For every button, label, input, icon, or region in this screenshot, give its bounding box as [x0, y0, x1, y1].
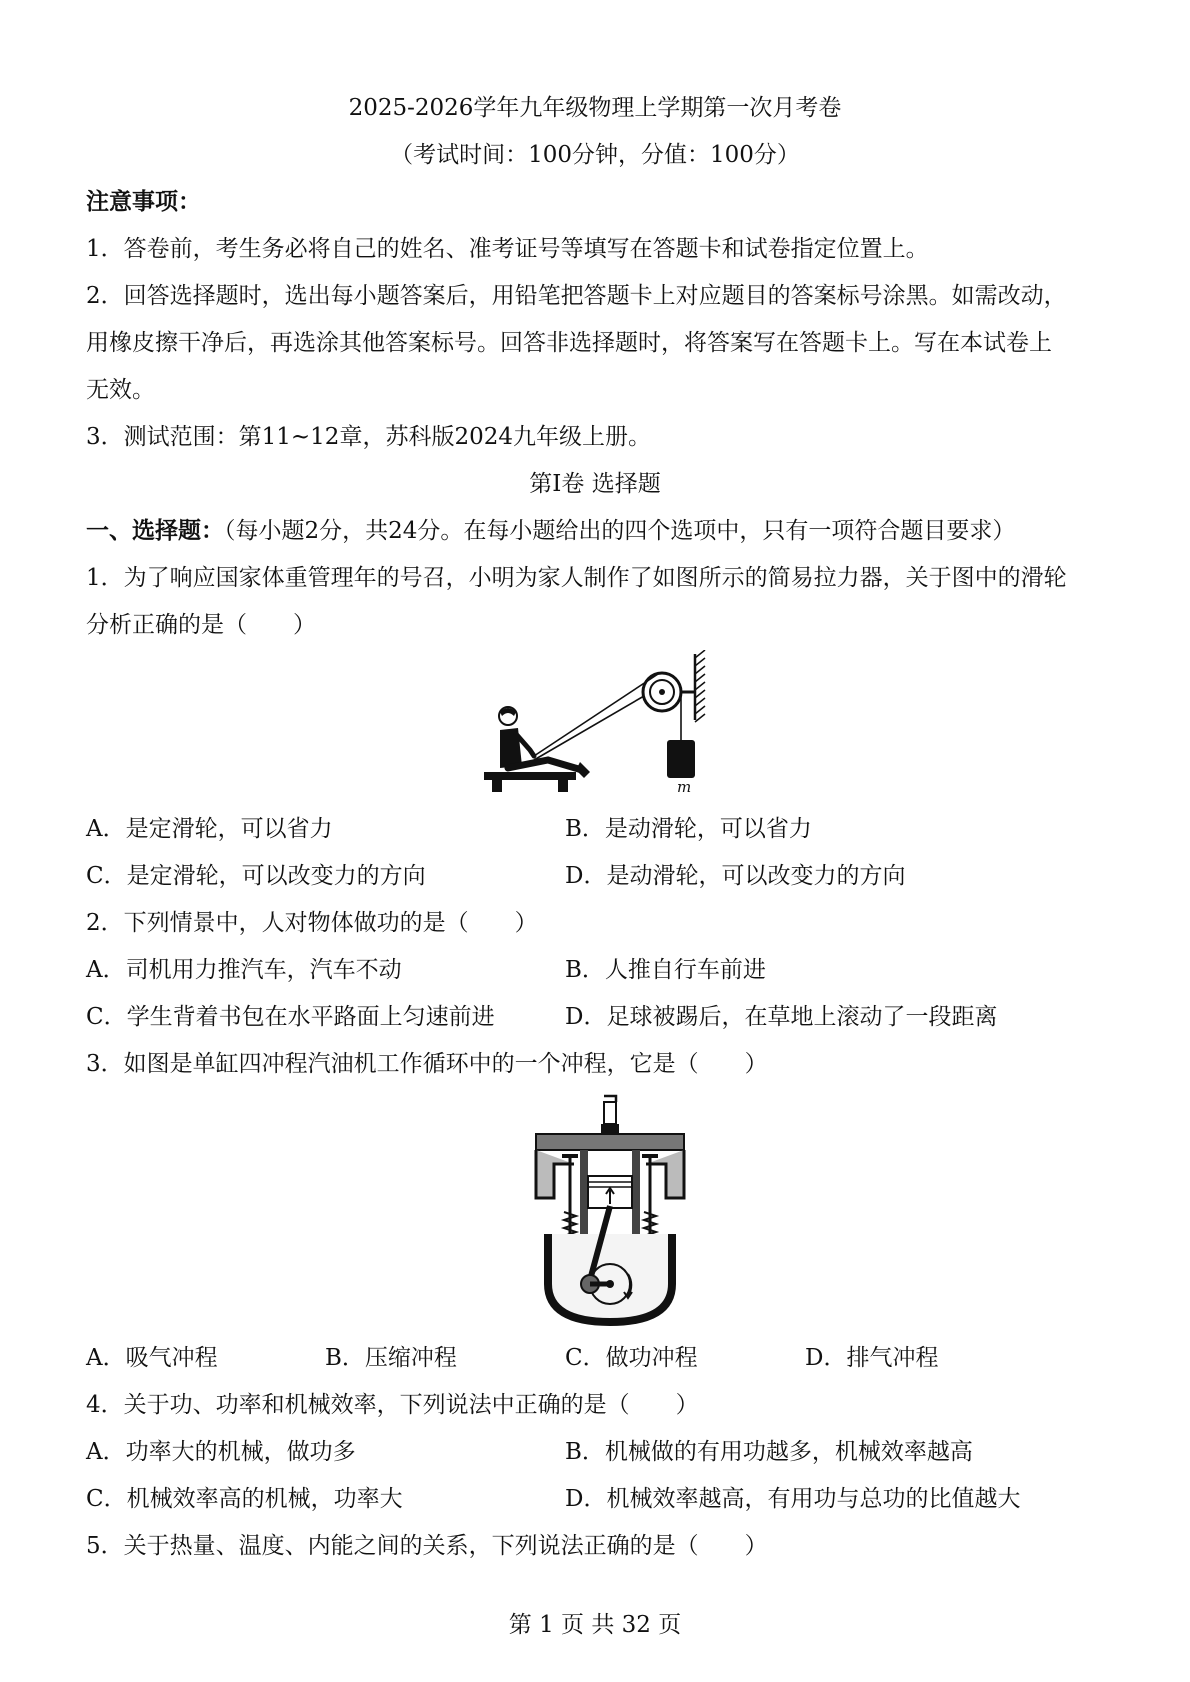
- rope-lower: [534, 696, 644, 760]
- q3-stem: 3．如图是单缸四冲程汽油机工作循环中的一个冲程，它是（ ）: [86, 1051, 768, 1077]
- rower-foot: [576, 762, 590, 778]
- engine-cylinder-figure: [532, 1094, 688, 1326]
- rope-upper: [534, 674, 658, 756]
- bench-seat: [484, 772, 576, 780]
- q5-stem: 5．关于热量、温度、内能之间的关系，下列说法正确的是（ ）: [86, 1533, 768, 1559]
- q3-option-c: C．做功冲程: [565, 1345, 698, 1371]
- note-item-2-line-2: 用橡皮擦干净后，再选涂其他答案标号。回答非选择题时，将答案写在答题卡上。写在本试卷上: [86, 330, 1052, 356]
- note-item-3: 3．测试范围：第11~12章，苏科版2024九年级上册。: [86, 424, 651, 450]
- exam-title: 2025-2026学年九年级物理上学期第一次月考卷: [348, 95, 842, 121]
- q2-option-b: B．人推自行车前进: [565, 957, 766, 983]
- bench-leg-left: [492, 780, 502, 792]
- q3-option-b: B．压缩冲程: [325, 1345, 457, 1371]
- pulley-axle: [659, 689, 665, 695]
- volume-heading: 第Ⅰ卷 选择题: [529, 471, 661, 497]
- cylinder-wall-left: [580, 1150, 588, 1240]
- q3-option-d: D．排气冲程: [805, 1345, 939, 1371]
- q1-stem-line-1: 1．为了响应国家体重管理年的号召，小明为家人制作了如图所示的简易拉力器，关于图中的滑轮: [86, 565, 1067, 591]
- q1-option-d: D．是动滑轮，可以改变力的方向: [565, 863, 906, 889]
- q2-option-c: C．学生背着书包在水平路面上匀速前进: [86, 1004, 495, 1030]
- weight-block: [667, 740, 695, 778]
- cylinder-head: [536, 1134, 684, 1150]
- section-heading-bold: 一、选择题：: [86, 517, 224, 544]
- crankshaft-center: [606, 1280, 614, 1288]
- q1-option-b: B．是动滑轮，可以省力: [565, 816, 812, 842]
- spark-plug-base: [601, 1124, 619, 1134]
- q2-option-a: A．司机用力推汽车，汽车不动: [86, 957, 402, 983]
- crankcase: [548, 1234, 672, 1322]
- q1-option-c: C．是定滑轮，可以改变力的方向: [86, 863, 426, 889]
- exhaust-valve-head: [642, 1154, 658, 1158]
- pulley-rowing-figure: [478, 650, 718, 795]
- wall-hatching: [695, 650, 705, 722]
- q3-option-a: A．吸气冲程: [86, 1345, 218, 1371]
- q4-option-d: D．机械效率越高，有用功与总功的比值越大: [565, 1486, 1021, 1512]
- rower-person: [499, 707, 590, 778]
- note-item-2-line-3: 无效。: [86, 377, 155, 403]
- notes-heading: 注意事项：: [86, 188, 201, 215]
- q2-stem: 2．下列情景中，人对物体做功的是（ ）: [86, 910, 538, 936]
- exam-subtitle: （考试时间：100分钟，分值：100分）: [390, 142, 800, 168]
- bench-leg-right: [558, 780, 568, 792]
- section-heading: [86, 516, 1104, 546]
- section-heading-instructions: （每小题2分，共24分。在每小题给出的四个选项中，只有一项符合题目要求）: [224, 518, 1016, 544]
- q4-option-a: A．功率大的机械，做功多: [86, 1439, 356, 1465]
- spark-plug-body: [604, 1102, 616, 1124]
- q1-stem-line-2: 分析正确的是（ ）: [86, 612, 316, 638]
- page-footer: 第 1 页 共 32 页: [508, 1612, 682, 1638]
- q1-option-a: A．是定滑轮，可以省力: [86, 816, 333, 842]
- note-item-1: 1．答卷前，考生务必将自己的姓名、准考证号等填写在答题卡和试卷指定位置上。: [86, 236, 929, 262]
- note-item-2-line-1: 2．回答选择题时，选出每小题答案后，用铅笔把答题卡上对应题目的答案标号涂黑。如需改动，: [86, 283, 1067, 309]
- q4-option-c: C．机械效率高的机械，功率大: [86, 1486, 403, 1512]
- cylinder-wall-right: [632, 1150, 640, 1240]
- q4-stem: 4．关于功、功率和机械效率，下列说法中正确的是（ ）: [86, 1392, 699, 1418]
- q2-option-d: D．足球被踢后，在草地上滚动了一段距离: [565, 1004, 998, 1030]
- weight-label: m: [677, 778, 692, 795]
- q4-option-b: B．机械做的有用功越多，机械效率越高: [565, 1439, 973, 1465]
- intake-valve-head: [562, 1154, 578, 1158]
